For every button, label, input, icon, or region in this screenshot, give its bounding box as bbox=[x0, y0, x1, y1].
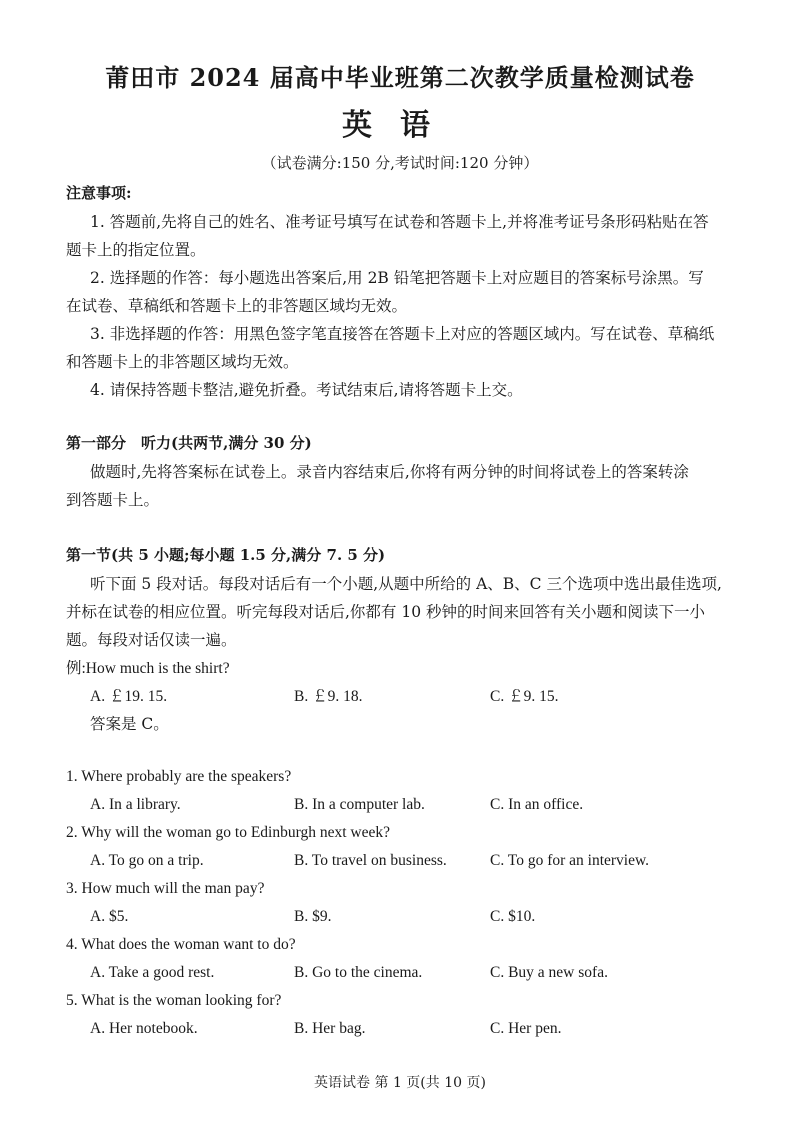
q2-option-b: B. To travel on business. bbox=[294, 852, 447, 869]
question-4: 4. What does the woman want to do? bbox=[66, 936, 296, 953]
subject-title: 英语 bbox=[342, 108, 458, 143]
q4-option-a: A. Take a good rest. bbox=[90, 964, 215, 981]
q5-option-a: A. Her notebook. bbox=[90, 1020, 198, 1037]
page-footer: 英语试卷 第 1 页(共 10 页) bbox=[314, 1075, 486, 1091]
notice-line: 1. 答题前,先将自己的姓名、准考证号填写在试卷和答题卡上,并将准考证号条形码粘贴在答 bbox=[90, 213, 709, 231]
part1-heading: 第一部分 听力(共两节,满分 30 分) bbox=[66, 434, 312, 452]
section1-line: 听下面 5 段对话。每段对话后有一个小题,从题中所给的 A、B、C 三个选项中选出最佳选项, bbox=[90, 575, 722, 593]
notice-line: 题卡上的指定位置。 bbox=[66, 241, 206, 259]
section1-heading: 第一节(共 5 小题;每小题 1.5 分,满分 7. 5 分) bbox=[66, 546, 386, 564]
q4-option-b: B. Go to the cinema. bbox=[294, 964, 423, 981]
part1-line: 做题时,先将答案标在试卷上。录音内容结束后,你将有两分钟的时间将试卷上的答案转涂 bbox=[90, 463, 689, 481]
q4-option-c: C. Buy a new sofa. bbox=[490, 964, 608, 981]
question-5: 5. What is the woman looking for? bbox=[66, 992, 282, 1009]
q3-option-b: B. $9. bbox=[294, 908, 332, 925]
section1-line: 并标在试卷的相应位置。听完每段对话后,你都有 10 秒钟的时间来回答有关小题和阅读下一小 bbox=[66, 603, 706, 621]
question-2: 2. Why will the woman go to Edinburgh next week? bbox=[66, 824, 391, 841]
q1-option-c: C. In an office. bbox=[490, 796, 584, 813]
q2-option-c: C. To go for an interview. bbox=[490, 852, 650, 869]
q2-option-a: A. To go on a trip. bbox=[90, 852, 204, 869]
example-option-b: B. ￡9. 18. bbox=[294, 688, 363, 705]
exam-meta: （试卷满分:150 分,考试时间:120 分钟） bbox=[261, 154, 539, 172]
question-1: 1. Where probably are the speakers? bbox=[66, 768, 292, 785]
q3-option-c: C. $10. bbox=[490, 908, 536, 925]
question-3: 3. How much will the man pay? bbox=[66, 880, 265, 897]
example-option-c: C. ￡9. 15. bbox=[490, 688, 559, 705]
example-option-a: A. ￡19. 15. bbox=[90, 688, 168, 705]
notice-line: 在试卷、草稿纸和答题卡上的非答题区域均无效。 bbox=[66, 297, 408, 315]
notice-heading: 注意事项: bbox=[66, 184, 132, 202]
q5-option-b: B. Her bag. bbox=[294, 1020, 366, 1037]
q3-option-a: A. $5. bbox=[90, 908, 129, 925]
notice-line: 4. 请保持答题卡整洁,避免折叠。考试结束后,请将答题卡上交。 bbox=[90, 381, 523, 399]
notice-line: 和答题卡上的非答题区域均无效。 bbox=[66, 353, 299, 371]
q5-option-c: C. Her pen. bbox=[490, 1020, 562, 1037]
notice-line: 3. 非选择题的作答：用黑色签字笔直接答在答题卡上对应的答题区域内。写在试卷、草稿纸 bbox=[90, 325, 715, 343]
part1-line: 到答题卡上。 bbox=[66, 491, 160, 509]
q1-option-b: B. In a computer lab. bbox=[294, 796, 425, 813]
exam-title: 莆田市 2024 届高中毕业班第二次教学质量检测试卷 bbox=[105, 63, 695, 92]
section1-line: 题。每段对话仅读一遍。 bbox=[66, 631, 237, 649]
example-answer: 答案是 C。 bbox=[90, 715, 169, 733]
notice-line: 2. 选择题的作答：每小题选出答案后,用 2B 铅笔把答题卡上对应题目的答案标号涂黑。写 bbox=[90, 269, 704, 287]
q1-option-a: A. In a library. bbox=[90, 796, 181, 813]
example-question: 例:How much is the shirt? bbox=[66, 660, 230, 677]
